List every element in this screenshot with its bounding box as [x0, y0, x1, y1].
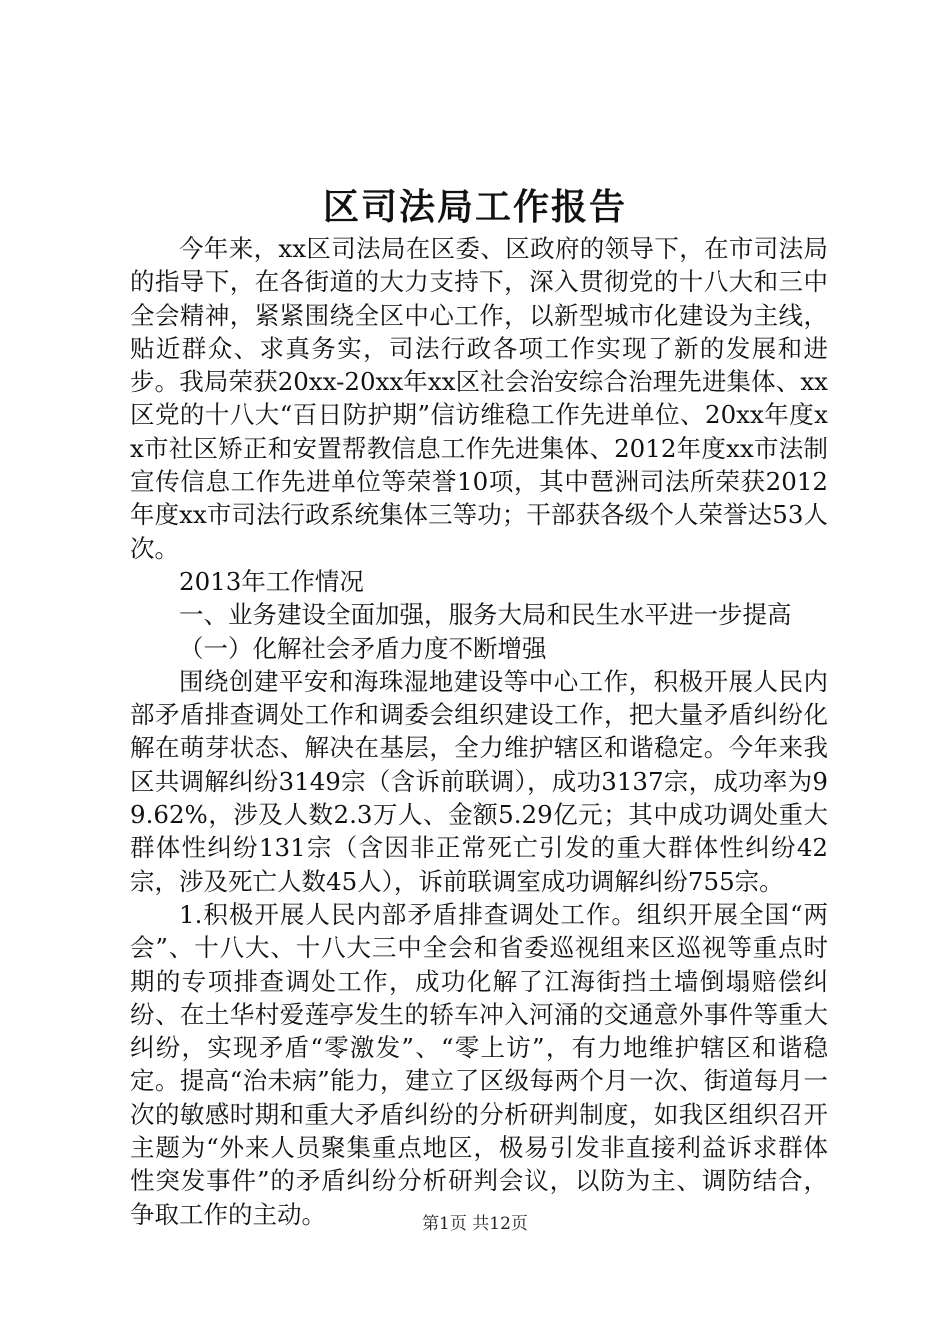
paragraph-mediation-summary: 围绕创建平安和海珠湿地建设等中心工作，积极开展人民内部矛盾排查调处工作和调委会组织建设工作，把大量矛盾纠纷化解在萌芽状态、解决在基层，全力维护辖区和谐稳定。今年来我区共调解纠纷3149宗（含诉前联调），成功3137宗，成功率为99.62%，涉及人数2.3万人、金额5.29亿元；其中成功调处重大群体性纠纷131宗（含因非正常死亡引发的重大群体性纠纷42宗，涉及死亡人数45人），诉前联调室成功调解纠纷755宗。	[130, 666, 828, 896]
document-title: 区司法局工作报告	[322, 186, 627, 228]
page-number-footer: 第1页 共12页	[422, 1214, 528, 1234]
document-body	[130, 232, 828, 1231]
paragraph-item-one: 1.积极开展人民内部矛盾排查调处工作。组织开展全国“两会”、十八大、十八大三中全会和省委巡视组来区巡视等重点时期的专项排查调处工作，成功化解了江海街挡土墙倒塌赔偿纠纷、在土华村爱莲亭发生的轿车冲入河涌的交通意外事件等重大纠纷，实现矛盾“零激发”、“零上访”，有力地维护辖区和谐稳定。提高“治未病”能力，建立了区级每两个月一次、街道每月一次的敏感时期和重大矛盾纠纷的分析研判制度，如我区组织召开主题为“外来人员聚集重点地区，极易引发非直接利益诉求群体性突发事件”的矛盾纠纷分析研判会议，以防为主、调防结合，争取工作的主动。	[130, 899, 828, 1229]
section-heading-part-one: 一、业务建设全面加强，服务大局和民生水平进一步提高	[179, 600, 792, 630]
paragraph-intro: 今年来，xx区司法局在区委、区政府的领导下，在市司法局的指导下，在各街道的大力支持下，深入贯彻党的十八大和三中全会精神，紧紧围绕全区中心工作，以新型城市化建设为主线，贴近群众、求真务实，司法行政各项工作实现了新的发展和进步。我局荣获20xx-20xx年xx区社会治安综合治理先进集体、xx区党的十八大“百日防护期”信访维稳工作先进单位、20xx年度xx市社区矫正和安置帮教信息工作先进集体、2012年度xx市法制宣传信息工作先进单位等荣誉10项，其中琶洲司法所荣获2012年度xx市司法行政系统集体三等功；干部获各级个人荣誉达53人次。	[130, 234, 828, 563]
section-heading-2013: 2013年工作情况	[179, 566, 364, 596]
subsection-heading-one: （一）化解社会矛盾力度不断增强	[179, 633, 547, 663]
